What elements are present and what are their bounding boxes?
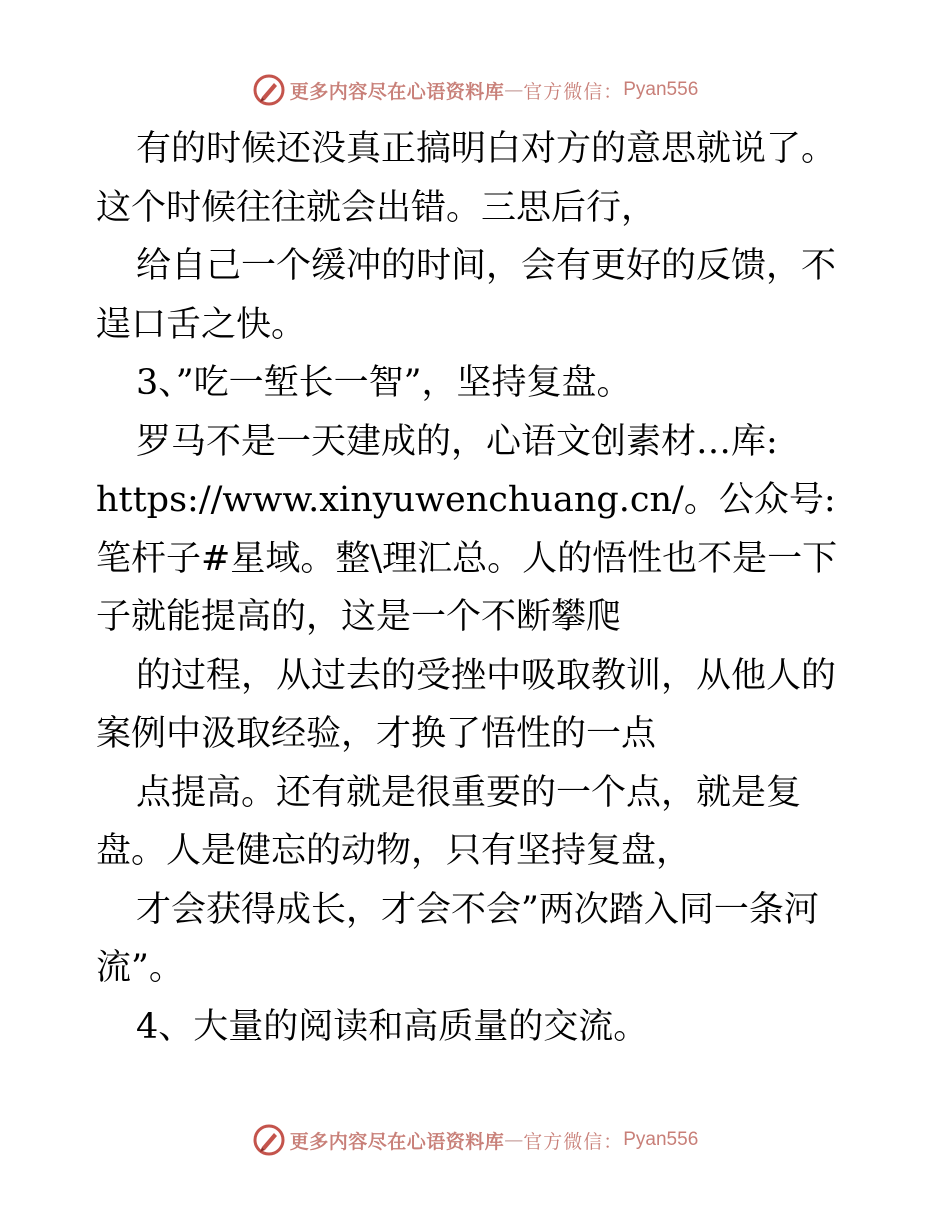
- watermark-wechat-label: 官方微信：: [523, 80, 624, 103]
- paragraph: 3、”吃一堑长一智”，坚持复盘。: [136, 363, 632, 403]
- document-body: [96, 120, 856, 1056]
- watermark-main-text: 更多内容尽在心语资料库: [289, 1130, 505, 1153]
- watermark-wechat-label: 官方微信：: [523, 1130, 624, 1153]
- paragraph: 点提高。还有就是很重要的一个点，就是复盘。人是健忘的动物，只有坚持复盘，: [96, 772, 802, 871]
- paragraph: 罗马不是一天建成的，心语文创素材…库:: [136, 421, 778, 462]
- watermark-wechat-id: Pyan556: [623, 79, 699, 100]
- pen-logo-icon: [252, 73, 286, 107]
- paragraph: 4、大量的阅读和高质量的交流。: [136, 1006, 649, 1047]
- footer-watermark: [0, 1120, 950, 1160]
- header-watermark: [0, 70, 950, 110]
- watermark-wechat-id: Pyan556: [623, 1129, 699, 1150]
- pen-logo-icon: [252, 1123, 286, 1157]
- watermark-main-text: 更多内容尽在心语资料库: [289, 80, 505, 103]
- watermark-separator: —: [504, 1129, 524, 1151]
- paragraph: 才会获得成长，才会不会”两次踏入同一条河流”。: [96, 889, 819, 988]
- paragraph: 有的时候还没真正搞明白对方的意思就说了。这个时候往往就会出错。三思后行，: [96, 129, 837, 228]
- paragraph: 给自己一个缓冲的时间，会有更好的反馈，不逞口舌之快。: [96, 246, 837, 345]
- paragraph: 的过程，从过去的受挫中吸取教训，从他人的案例中汲取经验，才换了悟性的一点: [96, 655, 837, 754]
- watermark-separator: —: [504, 79, 524, 101]
- paragraph: https://www.xinyuwenchuang.cn/。公众号: 笔杆子#星域。整\理汇总。人的悟性也不是一下子就能提高的，这是一个不断攀爬: [96, 480, 838, 637]
